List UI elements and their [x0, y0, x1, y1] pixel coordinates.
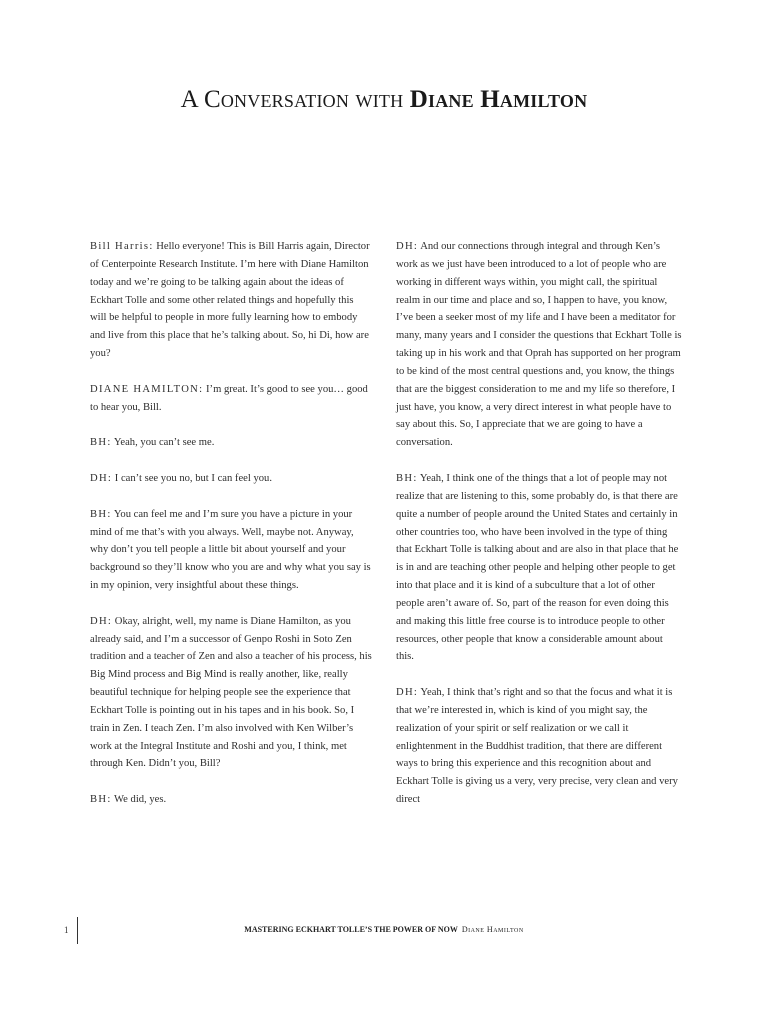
speaker-label: BH:: [90, 508, 112, 520]
paragraph: [90, 434, 372, 452]
paragraph: [396, 684, 682, 809]
paragraph: [90, 238, 372, 363]
footer-title: MASTERING ECKHART TOLLE’S THE POWER OF NOW: [244, 925, 458, 934]
paragraph-text: I’m great. It’s good to see you… good to hear you, Bill.: [90, 383, 368, 413]
title-part-2: Diane Hamilton: [409, 86, 588, 113]
paragraph-text: Okay, alright, well, my name is Diane Hamilton, as you already said, and I’m a successor of Genpo Roshi in Soto Zen tradition and a teacher of Zen and also a teacher of his process, his Big Mind process and Big Mind is really another, like, really beautiful technique for helping people see the experience that Eckhart Tolle is pointing out in his tapes and in his book. So, I train in Zen. I teach Zen. I’m also involved with Ken Wilber’s work at the Integral Institute and Roshi and you, I think, met through Ken. Didn’t you, Bill?: [90, 615, 372, 770]
paragraph-text: Yeah, I think that’s right and so that the focus and what it is that we’re interested in, which is kind of you might say, the realization of your spirit or self realization or we call it enlightenment in the Buddhist tradition, that there are different ways to bring this experience and this recognition about and Eckhart Tolle is giving us a very, very precise, very clean and very direct: [396, 687, 678, 806]
speaker-label: BH:: [396, 472, 418, 484]
speaker-label: Bill Harris:: [90, 241, 154, 252]
paragraph-text: We did, yes.: [111, 794, 167, 806]
paragraph: [396, 470, 682, 666]
paragraph-text: And our connections through integral and through Ken’s work as we just have been introduced to a lot of people who are working in different ways within, you might call, the spiritual realm in our time and place and so, I happen to have, you know, I’ve been a seeker most of my life and I have been a meditator for many, many years and I consider the questions that Eckhart Tolle is taking up in his work and that Oprah has supported on her program to be kind of the most central questions and, you know, the things that are the biggest consideration to me and my life so therefore, I just have, you know, a very direct interest in what people have to say about this. So, I appreciate that we are going to have a conversation.: [396, 241, 682, 449]
speaker-label: DH:: [396, 687, 419, 699]
speaker-label: DH:: [396, 241, 419, 252]
footer-author: Diane Hamilton: [461, 925, 524, 934]
running-footer: [0, 925, 768, 934]
speaker-label: BH:: [90, 437, 112, 449]
left-column: [90, 238, 372, 827]
speaker-label: DH:: [90, 472, 113, 484]
paragraph: [396, 238, 682, 452]
speaker-label: BH:: [90, 794, 112, 806]
paragraph: [90, 791, 372, 809]
paragraph: [90, 381, 372, 417]
page-title: [0, 86, 768, 114]
paragraph-text: Hello everyone! This is Bill Harris again, Director of Centerpointe Research Institute. I’m here with Diane Hamilton today and we’re going to be talking again about the ideas of Eckhart Tolle and some other related things and hopefully this will be helpful to people in more fully learning how to embody and live from this place that he’s talking about. So, hi Di, how are you?: [90, 241, 370, 360]
page-number: 1: [64, 925, 69, 935]
paragraph: [90, 613, 372, 774]
title-part-1: A Conversation with: [180, 86, 410, 113]
paragraph: [90, 506, 372, 595]
speaker-label: DIANE HAMILTON:: [90, 383, 204, 395]
paragraph-text: I can’t see you no, but I can feel you.: [112, 472, 272, 484]
speaker-label: DH:: [90, 615, 113, 627]
right-column: [396, 238, 682, 827]
paragraph: [90, 470, 372, 488]
paragraph-text: You can feel me and I’m sure you have a picture in your mind of me that’s with you always. Well, maybe not. Anyway, why don’t you tell people a little bit about yourself and your background so they’ll know who you are and why what you say is in my opinion, very insightful about these things.: [90, 508, 371, 592]
paragraph-text: Yeah, I think one of the things that a lot of people may not realize that are listening to this, some probably do, is that there are quite a number of people around the United States and certainly in other countries too, who have been involved in the type of thing that Eckhart Tolle is talking about and are also in that place that he is in and are teaching other people and helping other people to get into that place and it is kind of a subculture that a lot of other people aren’t aware of. So, part of the reason for even doing this and making this little free course is to introduce people to other resources, other people that know a considerable amount about this.: [396, 472, 679, 663]
paragraph-text: Yeah, you can’t see me.: [111, 437, 215, 449]
